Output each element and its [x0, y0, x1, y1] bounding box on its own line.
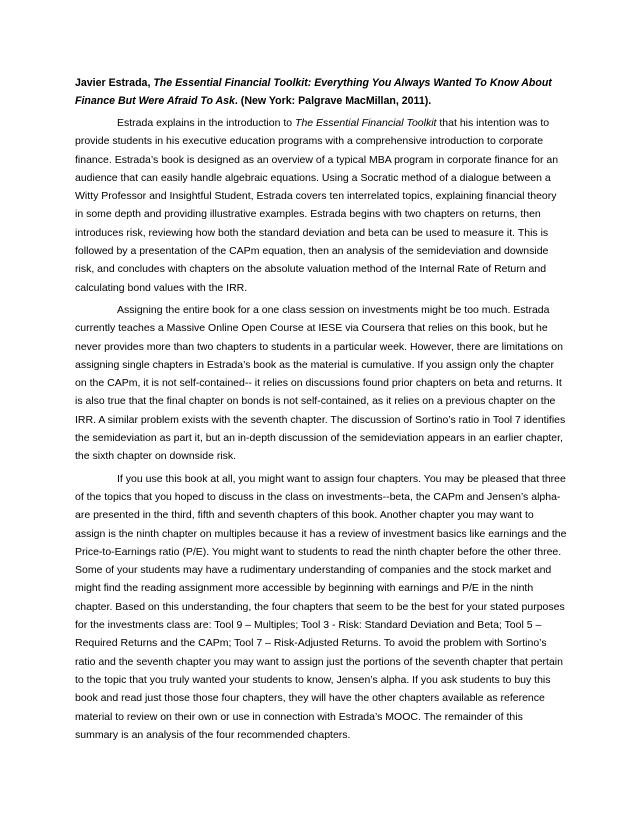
citation-author: Javier Estrada, [75, 77, 154, 89]
paragraph-introduction [75, 114, 567, 297]
citation-publication: . (New York: Palgrave MacMillan, 2011). [234, 95, 432, 107]
paragraph-1-text-after: that his intention was to provide students in his executive education programs with a comprehensive introduction to corporate finance. Estrada’s book is designed as an overview of a typical MBA program in corporate finance for an audience that can easily handle algebraic equations. Using a Socratic method of a dialogue between a Witty Professor and Insightful Student, Estrada covers ten interrelated topics, explaining financial theory in some depth and providing illustrative examples. Estrada begins with two chapters on returns, then introduces risk, reviewing how both the standard deviation and beta can be used to measure it. This is followed by a presentation of the CAPm equation, then an analysis of the semideviation and downside risk, and concludes with chapters on the absolute valuation method of the Internal Rate of Return and calculating bond values with the IRR. [75, 117, 559, 294]
paragraph-assigning: Assigning the entire book for a one class session on investments might be too much. Estrada currently teaches a Massive Online Open Course at IESE via Coursera that relies on this book, but he never provides more than two chapters to students in a particular week. However, there are limitations on assigning single chapters in Estrada’s book as the material is cumulative. If you assign only the chapter on the CAPm, it is not self-contained-- it relies on discussions found prior chapters on beta and returns. It is also true that the final chapter on bonds is not self-contained, as it relies on a previous chapter on the IRR. A similar problem exists with the seventh chapter. The discussion of Sortino’s ratio in Tool 7 identifies the semideviation as part it, but an in-depth discussion of the semideviation appears in an earlier chapter, the sixth chapter on downside risk. [75, 303, 566, 463]
citation [75, 74, 567, 110]
paragraph-recommendation: If you use this book at all, you might want to assign four chapters. You may be pleased that three of the topics that you hoped to discuss in the class on investments--beta, the CAPm and Jensen’s alpha- are presented in the third, fifth and seventh chapters of this book. Another chapter you may want to assign is the ninth chapter on multiples because it has a review of investment basics like earnings and the Price-to-Earnings ratio (P/E). You might want to students to read the ninth chapter before the other three. Some of your students may have a rudimentary understanding of companies and the stock market and might find the reading assignment more accessible by beginning with earnings and P/E in the ninth chapter. Based on this understanding, the four chapters that seem to be the best for your stated purposes for the investments class are: Tool 9 – Multiples; Tool 3 - Risk: Standard Deviation and Beta; Tool 5 – Required Returns and the CAPm; Tool 7 – Risk-Adjusted Returns. To avoid the problem with Sortino’s ratio and the seventh chapter you may want to assign just the portions of the seventh chapter that pertain to the topic that you truly wanted your students to know, Jensen’s alpha. If you ask students to buy this book and read just those those four chapters, they will have the other chapters available as reference material to review on their own or use in connection with Estrada’s MOOC. The remainder of this summary is an analysis of the four recommended chapters. [75, 472, 567, 741]
document-page [75, 74, 567, 748]
citation-book-title: The Essential Financial Toolkit: Everything You Always Wanted To Know About Finance But Were Afraid To Ask [75, 77, 552, 107]
paragraph-1-text-before: Estrada explains in the introduction to [117, 117, 296, 129]
paragraph-1-book-title: The Essential Financial Toolkit [295, 117, 437, 129]
